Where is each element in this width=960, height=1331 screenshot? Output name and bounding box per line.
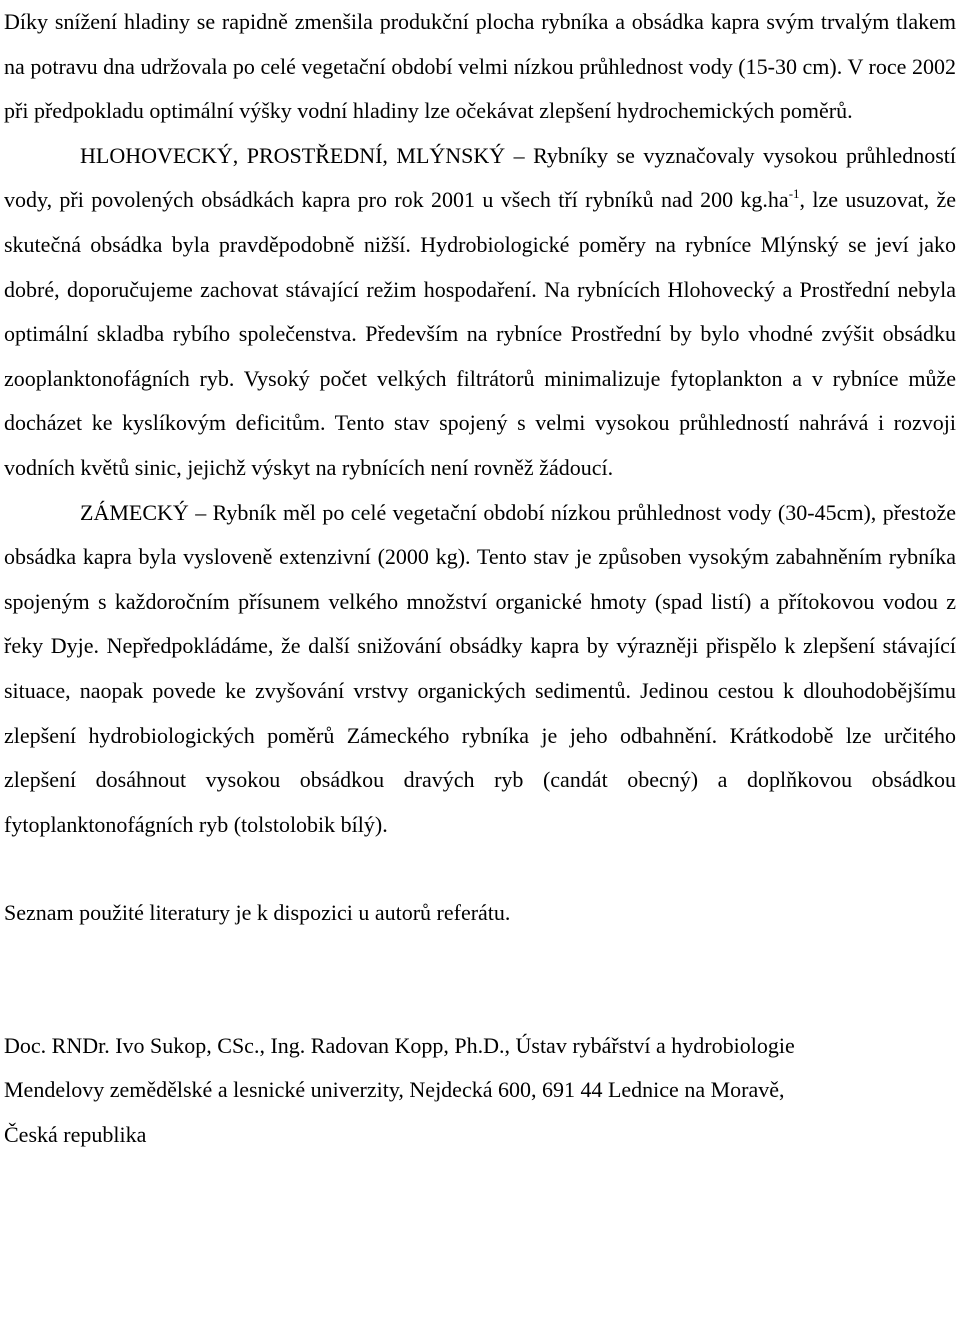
authors-line-1: Doc. RNDr. Ivo Sukop, CSc., Ing. Radovan Kopp, Ph.D., Ústav rybářství a hydrobiologie xyxy=(4,1032,795,1058)
authors-block xyxy=(4,1024,956,1158)
authors-line-2: Mendelovy zemědělské a lesnické univerzity, Nejdecká 600, 691 44 Lednice na Moravě, xyxy=(4,1077,785,1103)
paragraph-3: ZÁMECKÝ – Rybník měl po celé vegetační období nízkou průhlednost vody (30-45cm), přestože obsádka kapra byla vysloveně extenzivní (2000 kg). Tento stav je způsoben vysokým zabahněním rybníka spojeným s každoročním přísunem velkého množství organické hmoty (spad listí) a přítokovou vodou z řeky Dyje. Nepředpokládáme, že další snižování obsádky kapra by výrazněji přispělo k zlepšení stávající situace, naopak povede ke zvyšování vrstvy organických sedimentů. Jedinou cestou k dlouhodobějšímu zlepšení hydrobiologických poměrů Zámeckého rybníka je jeho odbahnění. Krátkodobě lze určitého zlepšení dosáhnout vysokou obsádkou dravých ryb (candát obecný) a doplňkovou obsádkou fytoplanktonofágních ryb (tolstolobik bílý). xyxy=(4,499,956,837)
paragraph-2-text-before-superscript: HLOHOVECKÝ, PROSTŘEDNÍ, MLÝNSKÝ – Rybníky se vyznačovaly vysokou průhledností vody, při povolených obsádkách kapra pro rok 2001 u všech tří rybníků nad 200 kg.ha xyxy=(4,142,956,213)
paragraph-2-text-after-superscript: , lze usuzovat, že skutečná obsádka byla pravděpodobně nižší. Hydrobiologické poměry na rybníce Mlýnský se jeví jako dobré, doporučujeme zachovat stávající režim hospodaření. Na rybnících Hlohovecký a Prostřední nebyla optimální skladba rybího společenstva. Především na rybníce Prostřední by bylo vhodné zvýšit obsádku zooplanktonofágních ryb. Vysoký počet velkých filtrátorů minimalizuje fytoplankton a v rybníce může docházet ke kyslíkovým deficitům. Tento stav spojený s velmi vysokou průhledností nahrává i rozvoji vodních květů sinic, jejichž výskyt na rybnících není rovněž žádoucí. xyxy=(4,187,957,480)
superscript-exponent: -1 xyxy=(788,186,800,202)
literature-note: Seznam použité literatury je k dispozici u autorů referátu. xyxy=(4,900,511,926)
paragraph-2 xyxy=(4,134,956,491)
document-page xyxy=(4,0,956,1158)
paragraph-1: Díky snížení hladiny se rapidně zmenšila produkční plocha rybníka a obsádka kapra svým trvalým tlakem na potravu dna udržovala po celé vegetační období velmi nízkou průhlednost vody (15-30 cm). V roce 2002 při předpokladu optimální výšky vodní hladiny lze očekávat zlepšení hydrochemických poměrů. xyxy=(4,9,956,124)
authors-line-3: Česká republika xyxy=(4,1122,147,1148)
